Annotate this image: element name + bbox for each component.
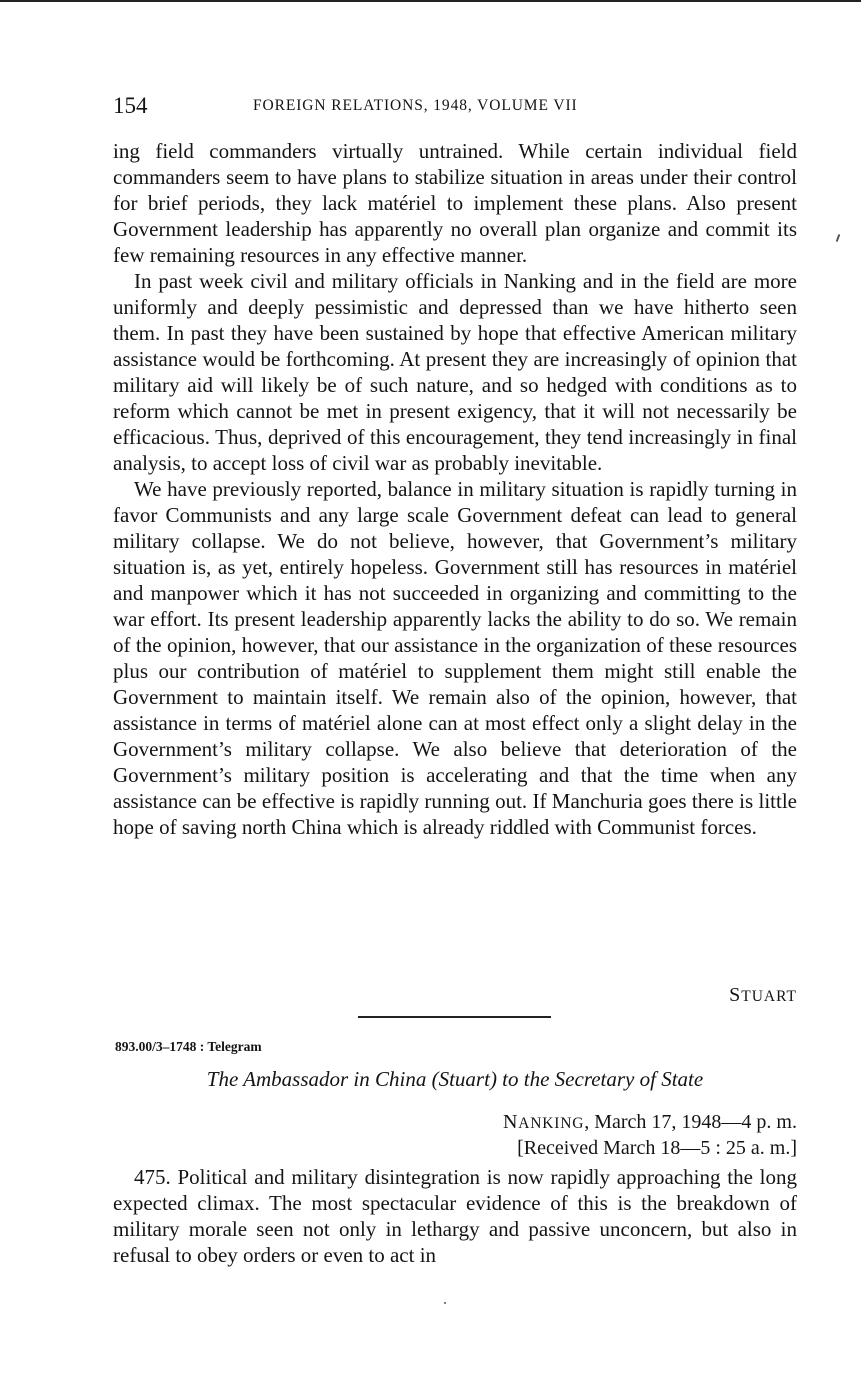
signature: STUART — [729, 984, 797, 1006]
dateline — [503, 1110, 797, 1161]
page-number: 154 — [113, 93, 148, 118]
top-edge-rule — [0, 0, 861, 2]
paragraph-telegram-opening: 475. Political and military disintegration is now rapidly approaching the long expected climax. The most spectacular evidence of this is the breakdown of military morale seen not only in lethargy and passive unconcern, but also in refusal to obey orders or even to act in — [113, 1165, 797, 1267]
telegram-body — [113, 1164, 797, 1268]
paragraph-continued: ing field commanders virtually untrained. While certain individual field commanders seem to have plans to stabilize situation in areas under their control for brief periods, they lack matériel to implement these plans. Also present Government leadership has apparently no overall plan organize and commit its few remaining resources in any effective manner. — [113, 139, 797, 267]
section-divider — [358, 1016, 551, 1018]
margin-mark — [836, 234, 841, 242]
file-reference: 893.00/3–1748 : Telegram — [115, 1039, 262, 1054]
dateline-place-date: NANKING, March 17, 1948—4 p. m. — [503, 1111, 797, 1133]
document-title: The Ambassador in China (Stuart) to the Secretary of State — [206, 1067, 704, 1091]
speck-mark — [444, 1302, 446, 1304]
paragraph-officials-pessimism: In past week civil and military officials in Nanking and in the field are more uniformly and deeply pessimistic and depressed than we have hitherto seen them. In past they have been sustained by hope that effective American military assistance would be forthcoming. At present they are increasingly of opinion that military aid will likely be of such nature, and so hedged with conditions as to reform which cannot be met in present exigency, that it will not necessarily be efficacious. Thus, deprived of this encouragement, they tend increasingly in final analysis, to accept loss of civil war as probably inevitable. — [113, 269, 797, 475]
body-text — [113, 138, 797, 840]
paragraph-military-situation: We have previously reported, balance in military situation is rapidly turning in favor Communists and any large scale Government defeat can lead to general military collapse. We do not believe, however, that Government’s military situation is, as yet, entirely hopeless. Government still has resources in matériel and manpower which it has not succeeded in organizing and committing to the war effort. Its present leadership apparently lacks the ability to do so. We remain of the opinion, however, that our assistance in the organization of these resources plus our contribution of matériel to supplement them might still enable the Government to maintain itself. We remain also of the opinion, however, that assistance in terms of matériel alone can at most effect only a slight delay in the Government’s military collapse. We also believe that deterioration of the Government’s military position is accelerating and that the time when any assistance can be effective is rapidly running out. If Manchuria goes there is little hope of saving north China which is already riddled with Communist forces. — [113, 477, 797, 839]
received-note: [Received March 18—5 : 25 a. m.] — [517, 1137, 797, 1159]
page-header — [113, 92, 797, 120]
running-head: FOREIGN RELATIONS, 1948, VOLUME VII — [253, 97, 578, 114]
